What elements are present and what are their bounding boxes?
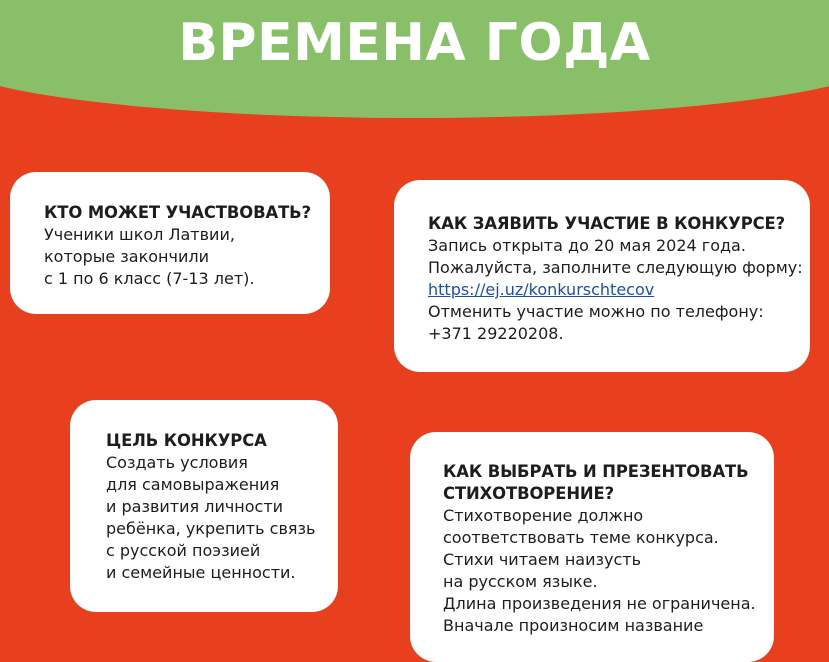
card-text-line: Создать условия [106,453,248,472]
info-card-choose-poem [410,432,774,662]
card-text-line: Запись открыта до 20 мая 2024 года. [428,236,746,255]
phone-number: +371 29220208. [428,324,564,343]
card-text-line: которые закончили [44,247,209,266]
card-text-line: ребёнка, укрепить связь [106,519,316,538]
card-text-line: Ученики школ Латвии, [44,225,235,244]
card-text-line: для самовыражения [106,475,280,494]
card-text-line: Стихотворение должно [443,506,644,525]
info-card-how-to-apply [394,180,810,372]
card-text-line: Вначале произносим название [443,616,704,635]
card-heading: КАК ВЫБРАТЬ И ПРЕЗЕНТОВАТЬ СТИХОТВОРЕНИЕ? [443,462,749,503]
card-text-line: Отменить участие можно по телефону: [428,302,764,321]
registration-form-link[interactable]: https://ej.uz/konkurschtecov [428,280,655,299]
card-text-line: на русском языке. [443,572,598,591]
card-text-line: Стихи читаем наизусть [443,550,642,569]
info-card-who-can-participate [10,172,330,314]
card-text-line: Пожалуйста, заполните следующую форму: [428,258,803,277]
page-title: ВРЕМЕНА ГОДА [178,13,651,73]
card-heading: КТО МОЖЕТ УЧАСТВОВАТЬ? [44,203,311,222]
card-text-line: с 1 по 6 класс (7-13 лет). [44,269,255,288]
card-heading: КАК ЗАЯВИТЬ УЧАСТИЕ В КОНКУРСЕ? [428,214,786,233]
card-heading: ЦЕЛЬ КОНКУРСА [106,431,267,450]
card-text-line: с русской поэзией [106,541,261,560]
card-text-line: и семейные ценности. [106,563,296,582]
card-text-line: соответствовать теме конкурса. [443,528,719,547]
info-card-contest-goal [70,400,338,612]
card-text-line: Длина произведения не ограничена. [443,594,756,613]
card-text-line: и развития личности [106,497,284,516]
